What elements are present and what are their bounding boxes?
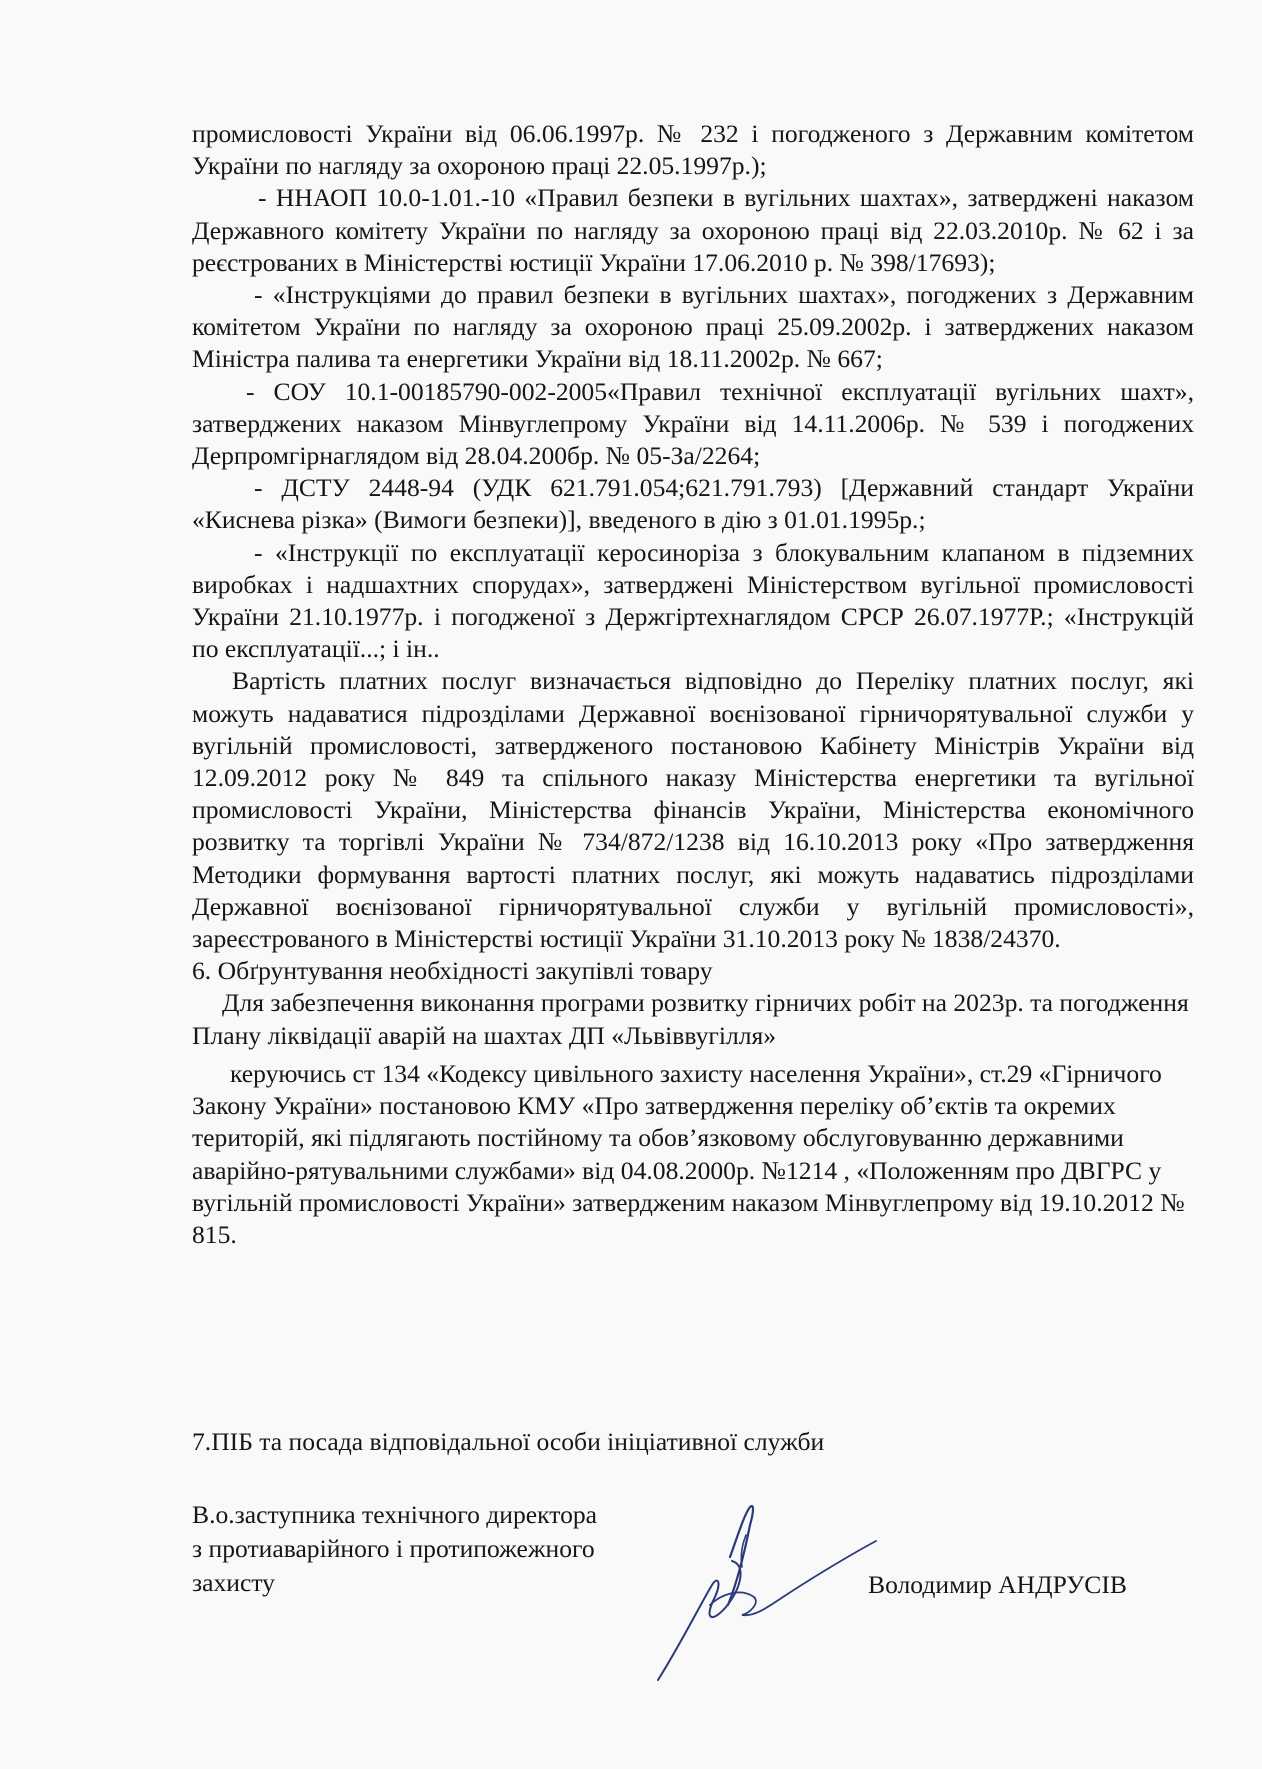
paragraph-justification: Для забезпечення виконання програми розвитку гірничих робіт на 2023р. та погодження Плану ліквідації аварій на шахтах ДП «Львіввугілля» (192, 988, 1189, 1050)
paragraph-cost: Вартість платних послуг визначається відповідно до Переліку платних послуг, які можуть надаватися підрозділами Державної воєнізованої гірничорятувальної служби у вугільній промисловості, затвердженого постановою Кабінету Міністрів України від 12.09.2012 року № 849 та спільного наказу Міністерства енергетики та вугільної промисловості України, Міністерства фінансів України, Міністерства економічного розвитку та торгівлі України № 734/872/1238 від 16.10.2013 року «Про затвердження Методики формування вартості платних послуг, які можуть надаватись підрозділами Державної воєнізованої гірничорятувальної служби у вугільній промисловості», зареєстрованого в Міністерстві юстиції України 31.10.2013 року № 1838/24370. (192, 666, 1194, 954)
section-6-heading: 6. Обґрунтування необхідності закупівлі товару (192, 956, 713, 986)
handwritten-signature (650, 1495, 880, 1690)
document-body (192, 118, 1194, 1251)
position-line: захисту (192, 1568, 275, 1597)
list-item-instructions: - «Інструкціями до правил безпеки в вугільних шахтах», погоджених з Державним комітетом України по нагляду за охороною праці 25.09.2002р. і затверджених наказом Міністра палива та енергетики України від 18.11.2002р. № 667; (192, 280, 1194, 374)
signatory-position (192, 1498, 597, 1600)
paragraph-ministry-ref: промисловості України від 06.06.1997р. № 232 і погодженого з Державним комітетом України по нагляду за охороною праці 22.05.1997р.); (192, 119, 1194, 181)
list-item-sou: - СОУ 10.1-00185790-002-2005«Правил технічної експлуатації вугільних шахт», затверджених наказом Мінвуглепрому України від 14.11.2006р. № 539 і погоджених Дерпромгірнаглядом від 28.04.200бр. № 05-За/2264; (192, 376, 1194, 471)
paragraph-legal-basis: керуючись ст 134 «Кодексу цивільного захисту населення України», ст.29 «Гірничого Закону України» постановою КМУ «Про затвердження переліку об’єктів та окремих територій, які підлягають постійному та обов’язковому обслуговуванню державними аварійно-рятувальними службами» від 04.08.2000р. №1214 , «Положенням про ДВГРС у вугільній промисловості України» затвердженим наказом Мінвуглепрому від 19.10.2012 № 815. (192, 1058, 1185, 1249)
position-line: В.о.заступника технічного директора (192, 1500, 598, 1529)
list-item-kerosene-cutter: - «Інструкції по експлуатації кeросинорізa з блокувальним клапаном в підземних виробках і надшахтних спорудах», затверджені Міністерством вугільної промисловості України 21.10.1977р. і погодженої з Держгіртехнаглядом СРСР 26.07.1977Р.; «Інструкцій по експлуатації...; і ін.. (192, 537, 1194, 664)
signatory-name: Володимир АНДРУСІВ (868, 1570, 1127, 1599)
list-item-nnaop: - ННАОП 10.0-1.01.-10 «Правил безпеки в вугільних шахтах», затверджені наказом Державного комітету України по нагляду за охороною праці від 22.03.2010р. № 62 і за реєстрованих в Міністерстві юстиції України 17.06.2010 р. № 398/17693); (192, 183, 1194, 277)
list-item-dstu: - ДСТУ 2448-94 (УДК 621.791.054;621.791.793) [Державний стандарт України «Киснева різка» (Вимоги безпеки)], введеного в дію з 01.01.1995р.; (192, 473, 1194, 535)
position-line: з протиаварійного і протипожежного (192, 1534, 595, 1563)
section-7-heading: 7.ПІБ та посада відповідальної особи ініціативної служби (192, 1427, 825, 1456)
